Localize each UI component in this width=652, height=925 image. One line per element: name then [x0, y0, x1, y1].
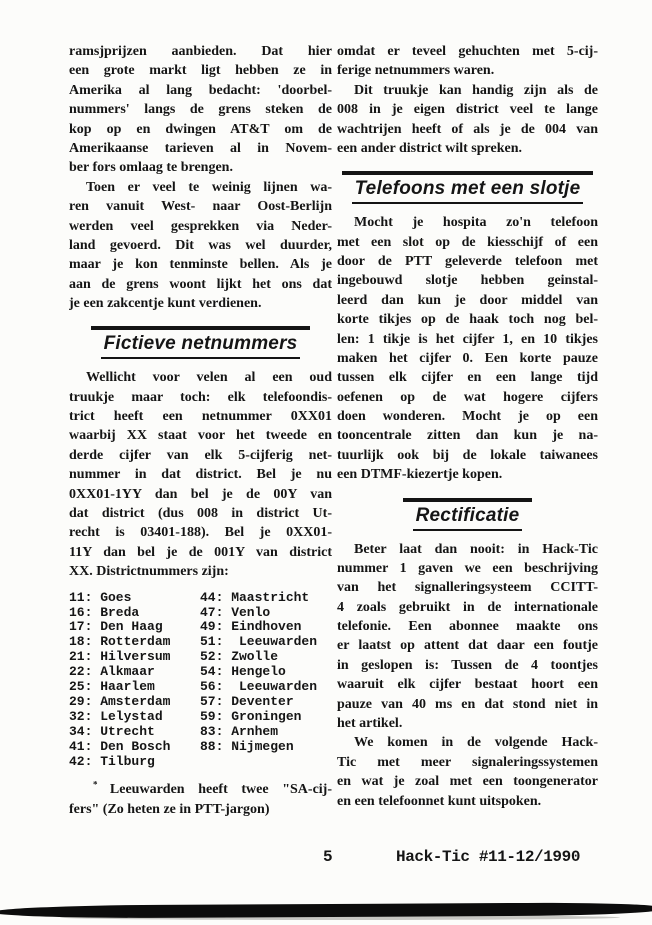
table-row: [69, 695, 332, 710]
text-line: ren vanuit West- naar Oost-Berlijn: [69, 199, 332, 215]
text-line: tussen elk cijfer en een lange tijd: [337, 370, 598, 386]
paragraph: [69, 368, 332, 581]
text-line: 11Y dan bel je de 001Y van district: [69, 544, 332, 560]
footnote: [69, 780, 332, 819]
table-row: [69, 740, 332, 755]
district-entry: 34: Utrecht: [69, 723, 155, 739]
issue-label: Hack-Tic #11-12/1990: [396, 848, 581, 866]
district-entry: 17: Den Haag: [69, 619, 163, 635]
text-line: kop op en dwingen AT&T om de: [69, 121, 332, 137]
text-line: 0XX01-1YY dan bel je de 00Y van: [69, 486, 332, 502]
text-line: nummers' langs de grens steken de: [69, 102, 332, 118]
paragraph: [69, 42, 332, 178]
text-line: We komen in de volgende Hack-: [354, 735, 598, 751]
heading-rule: [91, 326, 311, 359]
text-line: XX. Districtnummers zijn:: [69, 564, 229, 580]
district-entry: 25: Haarlem: [69, 679, 155, 695]
right-column: [337, 42, 598, 811]
district-entry: 47: Venlo: [200, 604, 271, 620]
paragraph: [69, 178, 332, 314]
text-line: nummer in dat district. Bel je nu: [69, 467, 332, 483]
district-entry: 16: Breda: [69, 604, 140, 620]
text-line: een DTMF-kiezertje kopen.: [337, 467, 503, 483]
text-line: je een zakcentje kunt verdienen.: [69, 296, 262, 312]
text-line: len: 1 tikje is het cijfer 1, en 10 tikjes: [337, 331, 598, 347]
text-line: maken het cijfer 0. Een korte pauze: [337, 350, 598, 366]
text-line: Beter laat dan nooit: in Hack-Tic: [354, 541, 598, 557]
text-line: truukje maar toch: elk telefoondis-: [69, 389, 332, 405]
text-line: doen wonderen. Mocht je op een: [337, 409, 598, 425]
text-line: ber fors omlaag te brengen.: [69, 160, 233, 176]
text-line: Toen er veel te weinig lijnen wa-: [86, 179, 332, 195]
table-row: [69, 591, 332, 606]
text-line: door de PTT geleverde telefoon met: [337, 253, 598, 269]
text-line: aan de grens woont lijkt het ons dat: [69, 276, 332, 292]
text-line: Dit truukje kan handig zijn als de: [354, 82, 598, 98]
text-line: * Leeuwarden heeft twee "SA-cij-: [93, 780, 332, 798]
district-entry: 44: Maastricht: [200, 589, 310, 605]
heading-text: Fictieve netnummers: [101, 333, 301, 359]
district-entry: 88: Nijmegen: [200, 738, 294, 754]
text-line: Tic met meer signaleringssystemen: [337, 754, 598, 770]
district-entry: 57: Deventer: [200, 693, 294, 709]
text-line: ferige netnummers waren.: [337, 63, 495, 79]
text-line: van het signalleringsysteem CCITT-: [337, 580, 598, 596]
table-row: [69, 725, 332, 740]
left-column: [69, 42, 332, 819]
text-line: Mocht je hospita zo'n telefoon: [354, 215, 598, 231]
text-line: en een telefoonnet kunt uitspoken.: [337, 793, 542, 809]
table-row: [69, 680, 332, 695]
text-line: Amerika al lang bedacht: 'doorbel-: [69, 82, 332, 98]
heading-text: Rectificatie: [413, 505, 523, 531]
text-line: nummer 1 gaven we een beschrijving: [337, 560, 598, 576]
text-line: het artikel.: [337, 716, 403, 732]
table-row: [69, 620, 332, 635]
text-line: recht is 03401-188). Bel je 0XX01-: [69, 525, 332, 541]
section-heading-fictieve-netnummers: [69, 326, 332, 359]
district-entry: 22: Alkmaar: [69, 664, 155, 680]
heading-rule: [403, 498, 533, 531]
text-line: telefonie. Een abonnee maakte ons: [337, 619, 598, 635]
district-entry: 41: Den Bosch: [69, 738, 171, 754]
table-row: [69, 635, 332, 650]
table-row: [69, 650, 332, 665]
text-line: Amerikaanse tarieven al in Novem-: [69, 140, 332, 156]
text-line: werden veel gesprekken via Neder-: [69, 218, 332, 234]
section-heading-rectificatie: [337, 498, 598, 531]
district-entry: 51: Leeuwarden: [200, 634, 318, 650]
text-line: 008 in je eigen district veel te lange: [337, 102, 598, 118]
text-line: waaruit elk cijfer bestaat hoort een: [337, 677, 598, 693]
district-entry: 18: Rotterdam: [69, 634, 171, 650]
paragraph: [337, 42, 598, 81]
section-heading-telefoons-met-een-slotje: [337, 171, 598, 204]
text-line: leerd dan kun je door middel van: [337, 292, 598, 308]
text-line: en wat je zoal met een toongenerator: [337, 774, 598, 790]
text-line: ingebouwd slotje hebben geinstal-: [337, 273, 598, 289]
paragraph: [337, 213, 598, 484]
heading-rule: [342, 171, 594, 204]
district-entry: 56: Leeuwarden: [200, 679, 318, 695]
text-line: met een slot op de kiesschijf of een: [337, 234, 598, 250]
text-line: een grote markt ligt hebben ze in: [69, 63, 332, 79]
text-line: maar je kon tenminste bellen. Als je: [69, 257, 332, 273]
district-entry: 32: Lelystad: [69, 708, 163, 724]
district-entry: 49: Eindhoven: [200, 619, 302, 635]
footnote-marker: *: [93, 780, 110, 790]
text-line: wachtrijen heeft of als je de 004 van: [337, 121, 598, 137]
text-line: ramsjprijzen aanbieden. Dat hier: [69, 44, 332, 59]
text-line: pauze van 40 ms en dat stond niet in: [337, 696, 598, 712]
text-line: 4 zoals gebruikt in de internationale: [337, 599, 598, 615]
text-line: land gevoerd. Dit was wel duurder,: [69, 237, 332, 253]
district-entry: 59: Groningen: [200, 708, 302, 724]
paragraph: [337, 733, 598, 811]
heading-text: Telefoons met een slotje: [352, 178, 584, 204]
paragraph: [337, 540, 598, 734]
text-line: fers" (Zo heten ze in PTT-jargon): [69, 801, 270, 817]
district-entry: 52: Zwolle: [200, 649, 279, 665]
text-line: omdat er teveel gehuchten met 5-cij-: [337, 44, 598, 59]
text-line: tooncentrale zitten dan kun je na-: [337, 428, 598, 444]
text-line: derde cijfer van elk 5-cijferig net-: [69, 447, 332, 463]
text-line: oefenen op de wat hogere cijfers: [337, 389, 598, 405]
table-row: [69, 710, 332, 725]
district-number-table: [69, 591, 332, 770]
district-entry: 83: Arnhem: [200, 723, 279, 739]
text-line: trict heeft een netnummer 0XX01: [69, 409, 332, 425]
text-line: waarbij XX staat voor het tweede en: [69, 428, 332, 444]
text-line: tuurlijk ook bij de lokale taiwanees: [337, 447, 598, 463]
text-line: dat district (dus 008 in district Ut-: [69, 506, 332, 522]
page-number: 5: [323, 848, 333, 866]
district-entry: 29: Amsterdam: [69, 693, 171, 709]
text-line: er laatst op attent dat daar een foutje: [337, 638, 598, 654]
text-line: een ander district wilt spreken.: [337, 140, 522, 156]
text-line: in geslopen is: Tussen de 4 toontjes: [337, 657, 598, 673]
district-entry: 42: Tilburg: [69, 753, 155, 769]
district-entry: 21: Hilversum: [69, 649, 171, 665]
text-line: korte tikjes op de haak toch nog bel-: [337, 312, 598, 328]
district-entry: 11: Goes: [69, 589, 132, 605]
district-entry: 54: Hengelo: [200, 664, 286, 680]
table-row: [69, 665, 332, 680]
text-line: Wellicht voor velen al een oud: [86, 370, 332, 386]
table-row: [69, 755, 332, 770]
paragraph: [337, 81, 598, 159]
table-row: [69, 606, 332, 621]
